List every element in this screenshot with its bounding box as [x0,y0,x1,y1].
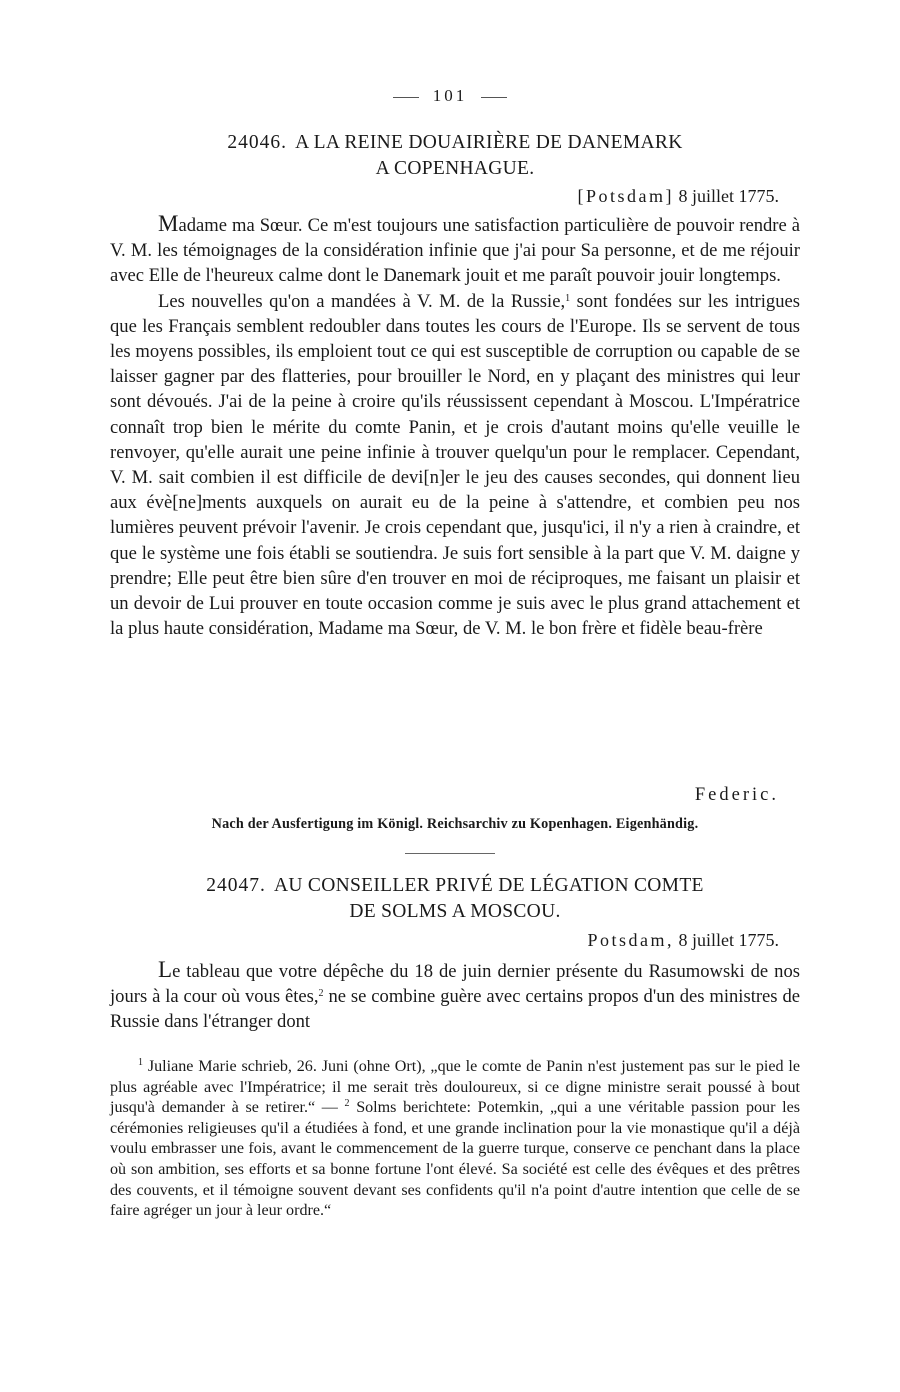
letter-2-heading [110,873,800,925]
page-number-dash-right [481,97,507,98]
letter-2-place: Potsdam, [587,930,674,950]
letter-1-source-note: Nach der Ausfertigung im Königl. Reichsarchiv zu Kopenhagen. Eigenhändig. [211,816,699,832]
letter-1-place: [Potsdam] [577,186,674,206]
footnotes [110,1057,800,1222]
letter-1-heading [110,130,800,182]
footnote-text [110,1057,800,1222]
footnote-1: Juliane Marie schrieb, 26. Juni (ohne Ort), „que le comte de Panin n'est justement pas sur le pied le plus agréable avec l'Impératrice; il me serait très douloureux, si ce digne ministre serait poussé à bout jusqu'à demander à se retirer.“ — [110,1058,800,1117]
letter-1-title-line2: A COPENHAGUE. [375,158,535,179]
page-number: 101 [0,86,900,106]
footnote-2: Solms berichtete: Potemkin, „qui a une véritable passion pour les cérémonies religieuses qu'il a étudiées à fond, et une grande inclination pour la vie monastique qu'il a déjà voulu embrasser une fois, avant le commencement de la guerre turque, conserve ce penchant dans la place où son ambition, ses efforts et sa bonne fortune l'ont élevé. Sa société est celle des évêques et des prêtres des couvents, et il témoigne souvent devant ses confidents qu'il n'a point d'autre intention que celle de se faire agréger un jour à leur ordre.“ [110,1099,800,1220]
footnote-mark-1: 1 [138,1057,143,1068]
footnote-ref-2[interactable]: 2 [318,988,324,1000]
letter-2-title-line1: AU CONSEILLER PRIVÉ DE LÉGATION COMTE [273,875,704,896]
letter-1-dateline [578,184,780,208]
letter-1-title-line1: A LA REINE DOUAIRIÈRE DE DANEMARK [295,132,683,153]
letter-1-signature: Federic. [694,785,779,805]
letter-2-dateline [587,928,779,952]
letter-2-paragraph-1: Le tableau que votre dépêche du 18 de juin dernier présente du Rasumowski de nos jours à la cour où vous êtes,$^2$ ne se combine guère avec certains propos d'un des ministres de Russie dans l'étranger dont [110,957,800,1033]
letter-2-date: 8 juillet 1775. [678,930,779,950]
letter-1-paragraph-2: Les nouvelles qu'on a mandées à V. M. de la Russie,$^1$ sont fondées sur les intrigues que les Français semblent redoubler dans toutes les cours de l'Europe. Ils se servent de tous les moyens possibles, ils emploient tout ce qui est susceptible de corruption ou capable de se laisser gagner par des flatteries, pour brouiller le Nord, en y plaçant des ministres qui leur sont dévoués. J'ai de la peine à croire qu'ils réussissent cependant à Moscou. L'Impératrice connaît trop bien le mérite du comte Panin, et je crois d'autant moins qu'elle veuille le renvoyer, qu'elle aurait une peine infinie à trouver quelqu'un pour le remplacer. Cependant, V. M. sait combien il est difficile de devi[n]er le jeu des causes secondes, qui donnent lieu aux évè[ne]ments auxquels on aurait eu de la peine à s'attendre, et combien peu nos lumières peuvent prévoir l'avenir. Je crois cependant que, jusqu'ici, il n'y a rien à craindre, et que le système une fois établi se soutiendra. Je suis fort sensible à la part que V. M. daigne y prendre; Elle peut être bien sûre d'en trouver en moi de réciproques, me faisant un plaisir et un devoir de Lui prouver en toute occasion comme je suis avec le plus grand attachement et la plus haute considération, Madame ma Sœur, de V. M. le bon frère et fidèle beau-frère [110,290,800,640]
letter-2-body [110,957,800,1035]
letter-2-initial: L [158,957,173,982]
letter-1-date: 8 juillet 1775. [678,186,779,206]
footnote-mark-2: 2 [344,1098,350,1110]
section-divider [405,853,495,854]
letter-2-number: 24047. [206,875,266,896]
letter-2-title-line2: DE SOLMS A MOSCOU. [349,901,561,922]
letter-1-number: 24046. [227,132,288,153]
letter-1-paragraph-1: Madame ma Sœur. Ce m'est toujours une satisfaction particulière de pouvoir rendre à V. M. les témoignages de la considération infinie que j'ai pour Sa personne, et de me réjouir avec Elle de l'heureux calme dont le Danemark jouit et me paraît pouvoir jouir longtemps. [110,211,800,287]
letter-1-initial: M [158,211,179,236]
letter-1-body [110,211,800,641]
footnote-ref-1[interactable]: 1 [565,292,571,304]
page-number-dash-left [393,97,419,98]
